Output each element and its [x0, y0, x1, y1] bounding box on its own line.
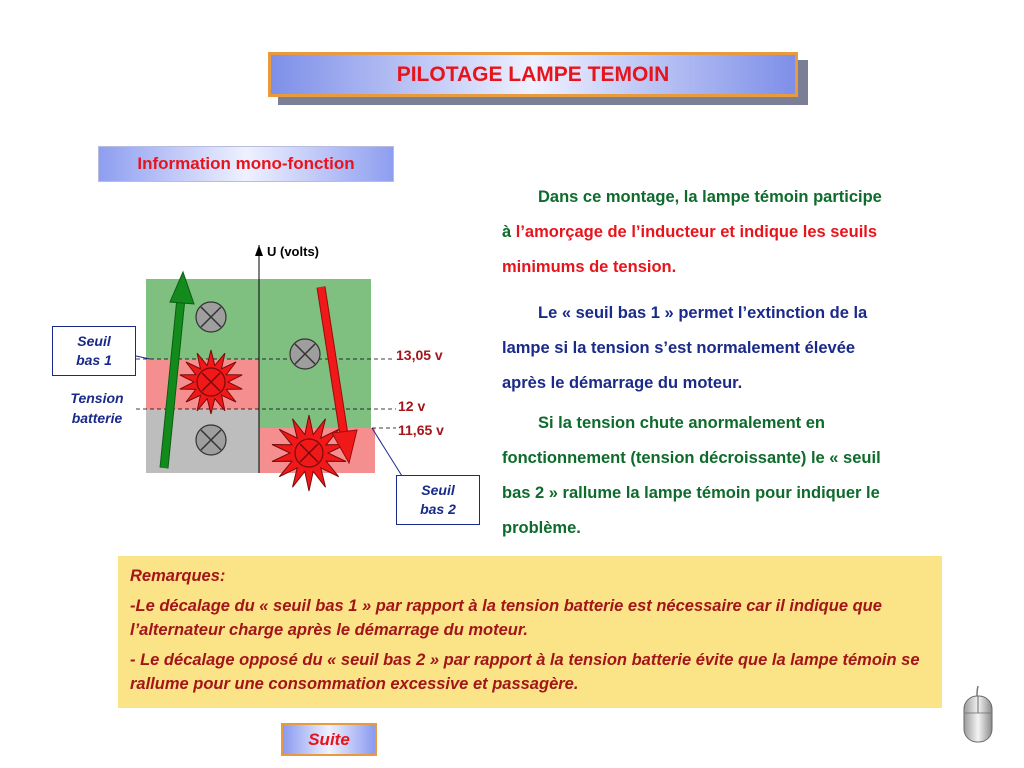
- suite-button[interactable]: [281, 723, 377, 756]
- seuil2-line2: bas 2: [420, 501, 456, 517]
- p3-line2: fonctionnement (tension décroissante) le « seuil: [502, 449, 881, 467]
- seuil-bas-1-callout: [52, 326, 136, 376]
- p1-line2: l’amorçage de l’inducteur et indique les seuils: [515, 223, 878, 241]
- level-mid-label: 12 v: [398, 398, 426, 414]
- seuil2-line1: Seuil: [421, 482, 455, 498]
- p2-line3: après le démarrage du moteur.: [502, 374, 743, 392]
- tension-line2: batterie: [71, 410, 123, 426]
- p1-line3: minimums de tension.: [502, 258, 677, 276]
- axis-label: U (volts): [267, 244, 319, 259]
- remark-2-dash: -: [130, 651, 141, 669]
- remarks-heading: Remarques:: [130, 567, 226, 585]
- level-low-label: 11,65 v: [398, 422, 444, 438]
- axis-arrowhead: [255, 245, 263, 256]
- lamp-off-icon: [196, 425, 226, 455]
- p2-line2: lampe si la tension s’est normalement élevée: [502, 339, 856, 357]
- level-high-label: 13,05 v: [396, 347, 443, 363]
- explanation-paragraph-2: [502, 296, 972, 401]
- lamp-off-icon: [196, 302, 226, 332]
- explanation-paragraph-3: [502, 406, 972, 546]
- p2-seuil-bas-1: Le « seuil bas 1 »: [538, 304, 674, 322]
- lamp-off-icon: [290, 339, 320, 369]
- page-title-text: PILOTAGE LAMPE TEMOIN: [396, 62, 670, 86]
- p3-line1: Si la tension chute anormalement en: [538, 414, 825, 432]
- seuil-bas-2-callout: [396, 475, 480, 525]
- remark-1-text: Le décalage du « seuil bas 1 » par rapport à la tension batterie est nécessaire car il indique que l’alternateur charge après le démarrage du moteur.: [130, 597, 882, 639]
- mouse-icon: [958, 684, 998, 746]
- remark-item-2: [130, 648, 930, 696]
- tension-batterie-label: [54, 388, 140, 428]
- p1-line1: Dans ce montage, la lampe témoin participe: [538, 188, 882, 206]
- p3-line4: problème.: [502, 519, 581, 537]
- remark-2-text: Le décalage opposé du « seuil bas 2 » par rapport à la tension batterie évite que la lampe témoin se rallume pour une consommation excessive et passagère.: [130, 651, 920, 693]
- voltage-diagram: [0, 0, 500, 540]
- subtitle-text: Information mono-fonction: [137, 154, 355, 173]
- p1-line2-prefix: à: [502, 223, 516, 241]
- seuil1-line2: bas 1: [76, 352, 112, 368]
- remark-1-dash: -: [130, 597, 136, 615]
- seuil1-line1: Seuil: [77, 333, 111, 349]
- remark-item-1: [130, 594, 930, 642]
- tension-line1: Tension: [70, 390, 124, 406]
- suite-label: Suite: [308, 729, 350, 749]
- p3-line3: bas 2 » rallume la lampe témoin pour indiquer le: [502, 484, 880, 502]
- explanation-paragraph-1: [502, 180, 972, 285]
- p2-line1-rest: permet l’extinction de la: [673, 304, 868, 322]
- remarks-box: [118, 556, 942, 708]
